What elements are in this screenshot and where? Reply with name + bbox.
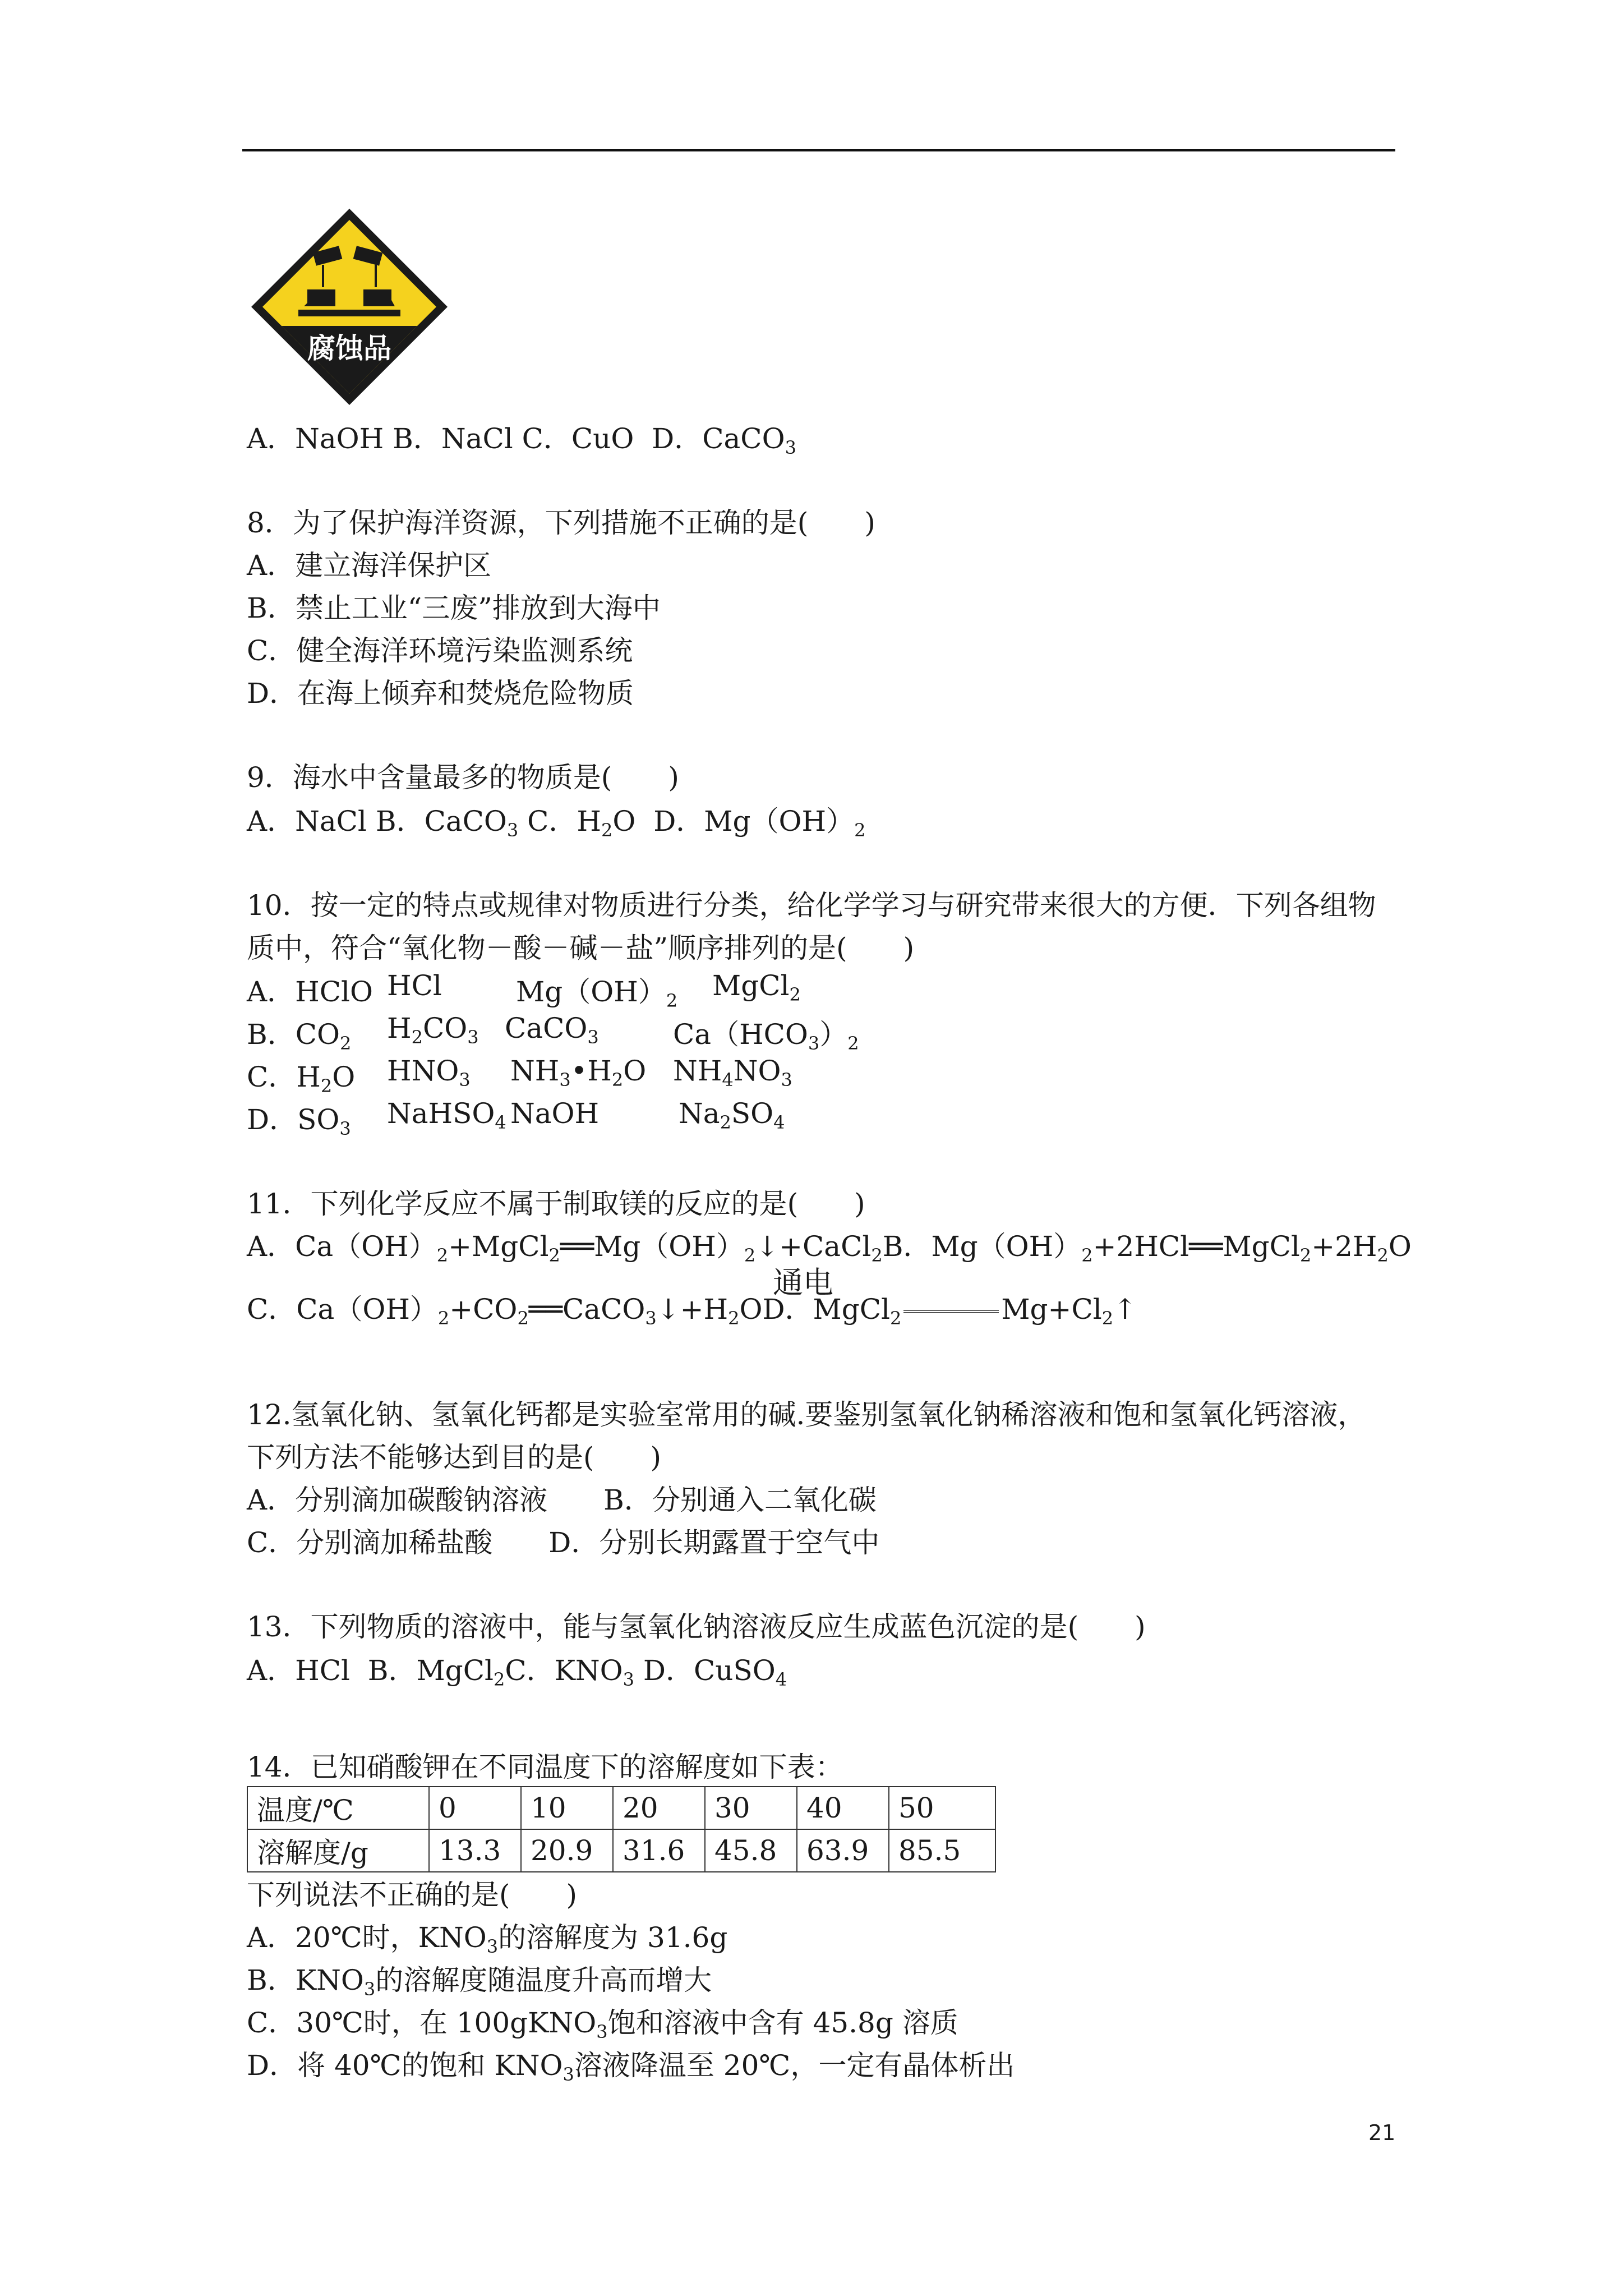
q7-option-d: D．CaCO <box>652 422 785 455</box>
table-cell: 40 <box>797 1787 889 1829</box>
page-number: 21 <box>1368 2120 1396 2145</box>
q9-option-c: C．H <box>527 805 602 838</box>
q8-option-b: B．禁止工业“三废”排放到大海中 <box>247 592 661 624</box>
q12-options-row1: A．分别滴加碳酸钠溶液 B．分别通入二氧化碳 <box>247 1484 877 1516</box>
table-cell: 85.5 <box>889 1829 995 1872</box>
q9-option-d: D．Mg（OH） <box>653 805 855 838</box>
table-cell: 31.6 <box>613 1829 705 1872</box>
q11-options-ab: A．$Ca(OH)_2+MgCl_2══Mg(OH)_2↓+CaCl_2B$．$Mg(OH)_2+2HCl══MgCl_2+2H_2O$ <box>247 1230 1412 1266</box>
q10-stem-line1: 10．按一定的特点或规律对物质进行分类，给化学学习与研究带来很大的方便．下列各组物 <box>247 889 1376 922</box>
table-cell: 45.8 <box>705 1829 797 1872</box>
table-cell: 10 <box>521 1787 613 1829</box>
q9-option-c-sub: 2 <box>601 820 613 841</box>
q9-option-c-tail: O <box>612 805 636 838</box>
table-row-label: 溶解度/g <box>247 1829 429 1872</box>
q9-option-a: A．NaCl <box>247 805 367 838</box>
table-row-label: 温度/℃ <box>247 1787 429 1829</box>
q9-options <box>247 799 865 839</box>
q9-option-d-sub: 2 <box>854 820 866 841</box>
q7-option-c: C．CuO <box>522 422 634 455</box>
q9-option-b: B．CaCO <box>375 805 507 838</box>
q7-option-a: A．NaOH <box>247 422 384 455</box>
corrosive-sign-icon <box>248 205 451 408</box>
q14-ask: 下列说法不正确的是( ) <box>247 1879 578 1911</box>
q7-option-d-sub: 3 <box>785 437 796 458</box>
q8-stem: 8．为了保护海洋资源，下列措施不正确的是( ) <box>247 507 875 539</box>
q8-option-a: A．建立海洋保护区 <box>247 549 492 582</box>
table-cell: 50 <box>889 1787 995 1829</box>
q11-condition-label: 通电 <box>773 1265 833 1300</box>
q14-stem: 14．已知硝酸钾在不同温度下的溶解度如下表： <box>247 1751 843 1783</box>
q8-option-c: C．健全海洋环境污染监测系统 <box>247 634 633 667</box>
table-cell: 63.9 <box>797 1829 889 1872</box>
q14-option-b: B．$KNO_3$的溶解度随温度升高而增大 <box>247 1964 712 2000</box>
sign-label: 腐蚀品 <box>307 332 391 365</box>
q9-stem: 9．海水中含量最多的物质是( ) <box>247 761 679 794</box>
q14-option-a: A．20℃时，$KNO_3$的溶解度为 31.6g <box>247 1921 728 1957</box>
q8-option-d: D．在海上倾弃和焚烧危险物质 <box>247 677 634 710</box>
table-cell: 30 <box>705 1787 797 1829</box>
q13-options: A．HCl B．MgCl$_2$C．$KNO_3$ D．CuSO$_4$ <box>247 1654 787 1690</box>
table-cell: 0 <box>429 1787 521 1829</box>
solubility-table <box>247 1786 996 1872</box>
q12-stem-line2: 下列方法不能够达到目的是( ) <box>247 1441 662 1474</box>
q14-option-c: C．30℃时，在 100gKNO$_3$饱和溶液中含有 45.8g 溶质 <box>247 2007 958 2042</box>
q9-option-b-sub: 3 <box>506 820 519 841</box>
q11-stem: 11．下列化学反应不属于制取镁的反应的是( ) <box>247 1188 865 1220</box>
table-cell: 20.9 <box>521 1829 613 1872</box>
header-rule <box>242 149 1395 151</box>
table-cell: 13.3 <box>429 1829 521 1872</box>
q7-options <box>247 416 796 457</box>
q7-option-b: B．NaCl <box>393 422 513 455</box>
q10-stem-line2: 质中，符合“氧化物－酸－碱－盐”顺序排列的是( ) <box>247 932 915 964</box>
q11-options-cd: C．$Ca(OH)_2+CO_2══CaCO_3↓+H_2OD$．MgCl$_2$ $Mg+Cl_2↑$ <box>247 1293 1137 1329</box>
table-row <box>247 1787 995 1829</box>
q14-option-d: D．将 40℃的饱和 $KNO_3$溶液降温至 20℃，一定有晶体析出 <box>247 2049 1015 2085</box>
table-row <box>247 1829 995 1872</box>
q12-options-row2: C．分别滴加稀盐酸 D．分别长期露置于空气中 <box>247 1526 880 1559</box>
table-cell: 20 <box>613 1787 705 1829</box>
q13-stem: 13．下列物质的溶液中，能与氢氧化钠溶液反应生成蓝色沉淀的是( ) <box>247 1611 1146 1643</box>
q12-stem-line1: 12.氢氧化钠、氢氧化钙都是实验室常用的碱.要鉴别氢氧化钠稀溶液和饱和氢氧化钙溶液， <box>247 1398 1366 1431</box>
